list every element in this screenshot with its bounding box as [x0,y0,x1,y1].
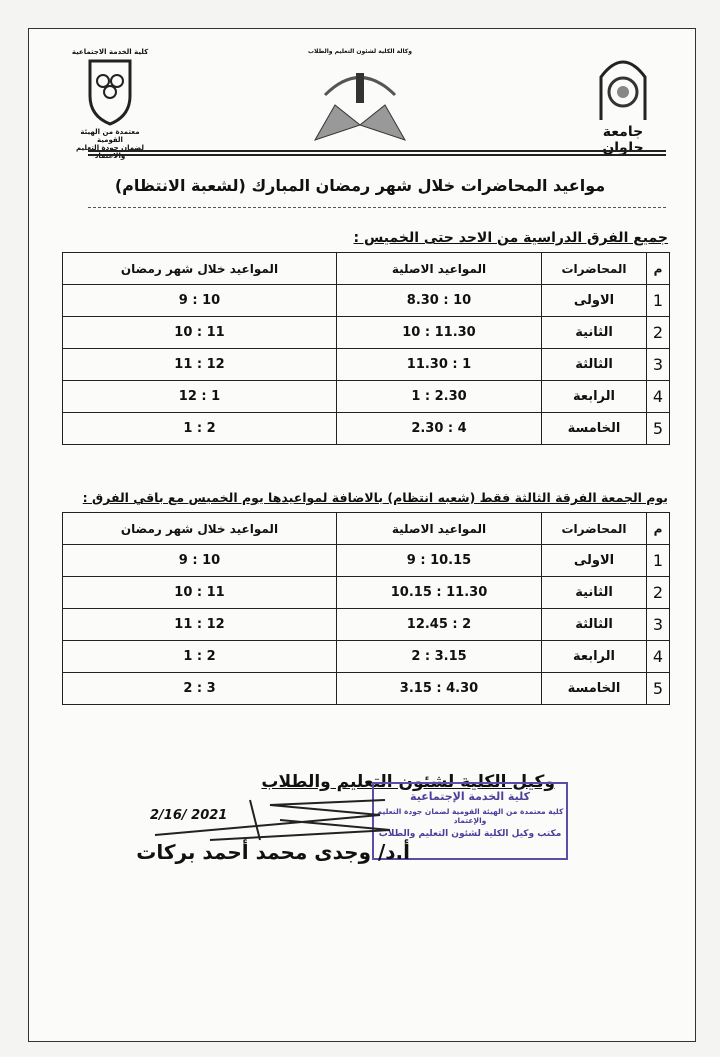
table-row [63,609,670,641]
lecture-cell: الخامسة [542,413,647,445]
stamp-line: كلية معتمدة من الهيئة القومية لضمان جودة التعليم والإعتماد [376,807,564,825]
column-header: م [647,513,670,545]
title-divider [88,207,666,208]
original-time-cell: 12.45 : 2 [337,609,542,641]
table-row [63,673,670,705]
vice-dean-logo [300,48,420,147]
original-time-cell: 1 : 2.30 [337,381,542,413]
original-time-cell: 2 : 3.15 [337,641,542,673]
lecture-cell: الخامسة [542,673,647,705]
signature-date: 2/16/ 2021 [150,808,228,823]
original-time-cell: 11.30 : 1 [337,349,542,381]
ramadan-time-cell: 10 : 11 [63,317,337,349]
stamp-line: كلية الخدمة الإجتماعية [410,790,530,803]
table-row [63,381,670,413]
row-number: 3 [647,349,670,381]
table-row [63,545,670,577]
row-number: 4 [647,381,670,413]
table-header-row [63,253,670,285]
row-number: 5 [647,673,670,705]
faculty-logo-caption: معتمدة من الهيئة القومية [80,128,140,144]
original-time-cell: 3.15 : 4.30 [337,673,542,705]
shield-icon [85,56,135,126]
table-row [63,317,670,349]
ramadan-time-cell: 2 : 3 [63,673,337,705]
schedule-table-friday [62,512,670,705]
faculty-logo-text: كلية الخدمة الاجتماعية [71,48,149,56]
vice-dean-logo-text: وكالة الكلية لشئون التعليم والطلاب [308,48,412,55]
ramadan-time-cell: 9 : 10 [63,285,337,317]
table-row [63,641,670,673]
table-row [63,413,670,445]
column-header: المواعيد خلال شهر رمضان [63,513,337,545]
original-time-cell: 9 : 10.15 [337,545,542,577]
table-row [63,577,670,609]
original-time-cell: 10 : 11.30 [337,317,542,349]
ramadan-time-cell: 9 : 10 [63,545,337,577]
ramadan-time-cell: 11 : 12 [63,349,337,381]
lecture-cell: الثانية [542,577,647,609]
original-time-cell: 8.30 : 10 [337,285,542,317]
section1-heading: جميع الفرق الدراسية من الاحد حتى الخميس : [353,230,668,246]
row-number: 1 [647,545,670,577]
row-number: 1 [647,285,670,317]
row-number: 4 [647,641,670,673]
ramadan-time-cell: 1 : 2 [63,641,337,673]
column-header: المواعيد الاصلية [337,253,542,285]
lecture-cell: الرابعة [542,381,647,413]
page-title: مواعيد المحاضرات خلال شهر رمضان المبارك (لشعبة الانتظام) [114,176,606,195]
schedule-table-weekdays [62,252,670,445]
ramadan-time-cell: 12 : 1 [63,381,337,413]
ramadan-time-cell: 1 : 2 [63,413,337,445]
helwan-logo-text: جامعة حلوان [602,124,644,156]
lecture-cell: الاولى [542,545,647,577]
header-divider [88,150,666,152]
row-number: 3 [647,609,670,641]
table-row [63,349,670,381]
book-pen-icon [310,55,410,145]
header-divider [88,154,666,156]
row-number: 5 [647,413,670,445]
column-header: م [647,253,670,285]
column-header: المحاضرات [542,253,647,285]
original-time-cell: 10.15 : 11.30 [337,577,542,609]
lecture-cell: الرابعة [542,641,647,673]
original-time-cell: 2.30 : 4 [337,413,542,445]
ramadan-time-cell: 10 : 11 [63,577,337,609]
lecture-cell: الثالثة [542,609,647,641]
signatory-role: وكيل الكلية لشئون التعليم والطلاب [261,772,555,792]
lecture-cell: الثالثة [542,349,647,381]
table-header-row [63,513,670,545]
lecture-cell: الثانية [542,317,647,349]
column-header: المواعيد خلال شهر رمضان [63,253,337,285]
column-header: المحاضرات [542,513,647,545]
faculty-logo [70,48,150,160]
helwan-university-logo [582,52,664,156]
section2-heading: يوم الجمعة الفرقة الثالثة فقط (شعبه انتظام) بالاضافة لمواعيدها يوم الخميس مع باقي الفرق : [82,490,668,505]
stamp-line: مكتب وكيل الكلية لشئون التعليم والطلاب [378,829,562,839]
row-number: 2 [647,317,670,349]
signatory-name: أ.د/ وجدى محمد أحمد بركات [136,840,410,864]
table-row [63,285,670,317]
faculty-logo-caption: لضمان جودة التعليم والاعتماد [76,144,144,160]
university-emblem-icon [593,52,653,122]
column-header: المواعيد الاصلية [337,513,542,545]
row-number: 2 [647,577,670,609]
lecture-cell: الاولى [542,285,647,317]
ramadan-time-cell: 11 : 12 [63,609,337,641]
